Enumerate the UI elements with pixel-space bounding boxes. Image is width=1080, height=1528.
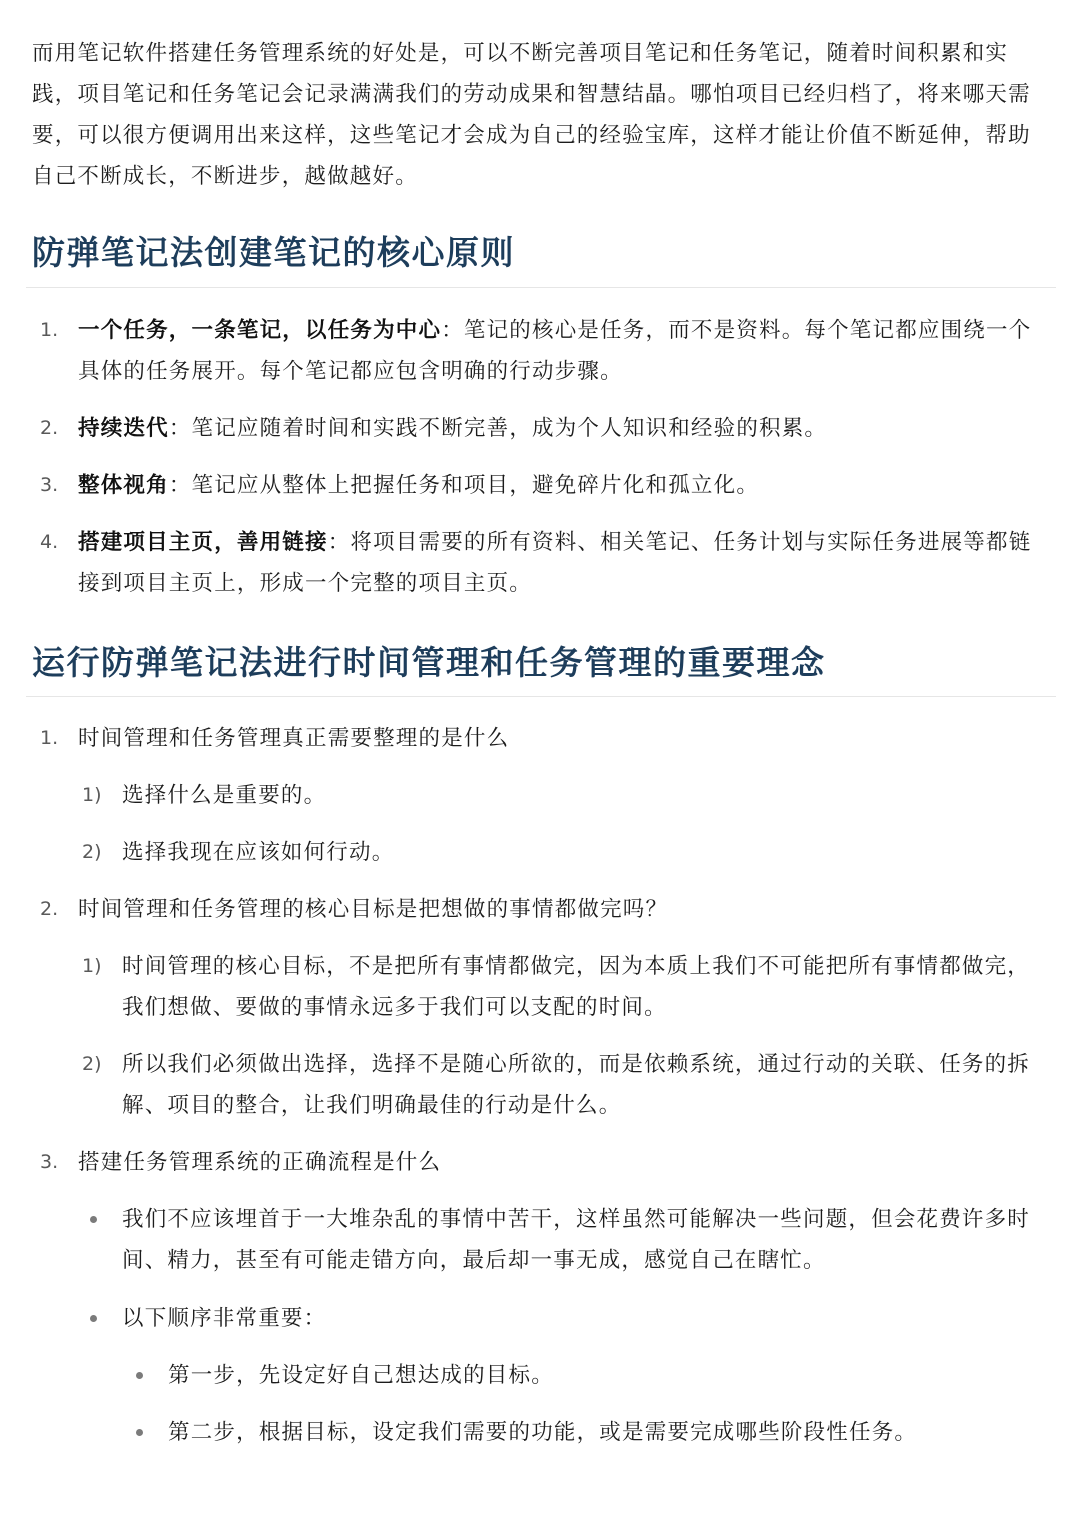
heading-divider — [26, 287, 1056, 288]
bullet-item — [122, 1199, 1040, 1281]
sub-list-text: 选择什么是重要的。 — [122, 783, 327, 808]
section-heading-core-principles: 防弹笔记法创建笔记的核心原则 — [32, 233, 515, 272]
nested-bullet-item — [168, 1412, 1040, 1453]
list-number: 2. — [40, 898, 59, 920]
bullet-text: 第一步，先设定好自己想达成的目标。 — [168, 1363, 554, 1388]
list-number: 2. — [40, 417, 59, 439]
nested-bullet-item — [168, 1355, 1040, 1396]
list-number: 1. — [40, 727, 59, 749]
list-item — [40, 310, 1040, 392]
list-item-title: 搭建项目主页，善用链接 — [78, 530, 328, 555]
list-item-text: ：笔记应从整体上把握任务和项目，避免碎片化和孤立化。 — [168, 473, 760, 498]
sub-list-text: 选择我现在应该如何行动。 — [122, 840, 395, 865]
list-item-text: ：笔记应随着时间和实践不断完善，成为个人知识和经验的积累。 — [168, 416, 828, 441]
bullet-text: 第二步，根据目标，设定我们需要的功能，或是需要完成哪些阶段性任务。 — [168, 1420, 918, 1445]
sub-list-number: 2) — [82, 841, 102, 863]
list-item — [40, 465, 1040, 506]
bullet-text: 我们不应该埋首于一大堆杂乱的事情中苦干，这样虽然可能解决一些问题，但会花费许多时间、精力，甚至有可能走错方向，最后却一事无成，感觉自己在瞎忙。 — [122, 1207, 1031, 1273]
bullet-dot — [136, 1429, 143, 1436]
sub-list-item — [82, 946, 1040, 1028]
list-item-title: 持续迭代 — [78, 416, 169, 441]
sub-list-item — [82, 1044, 1040, 1126]
sub-list-number: 2) — [82, 1053, 102, 1075]
heading-divider — [26, 696, 1056, 697]
list-number: 3. — [40, 474, 59, 496]
list-item — [40, 718, 1040, 759]
list-item — [40, 408, 1040, 449]
list-number: 1. — [40, 319, 59, 341]
bullet-dot — [90, 1315, 97, 1322]
sub-list-number: 1) — [82, 784, 102, 806]
list-item-text: ：笔记的核心是任务，而不是资料。每个笔记都应围绕一个具体的任务展开。每个笔记都应包含明确的行动步骤。 — [78, 318, 1032, 384]
intro-paragraph: 而用笔记软件搭建任务管理系统的好处是，可以不断完善项目笔记和任务笔记，随着时间积累和实践，项目笔记和任务笔记会记录满满我们的劳动成果和智慧结晶。哪怕项目已经归档了，将来哪天需要，可以很方便调用出来这样，这些笔记才会成为自己的经验宝库，这样才能让价值不断延伸，帮助自己不断成长，不断进步，越做越好。 — [32, 41, 1031, 189]
sub-list-number: 1) — [82, 955, 102, 977]
list-item — [40, 522, 1040, 604]
list-item-text: 时间管理和任务管理真正需要整理的是什么 — [78, 726, 510, 751]
list-item — [40, 889, 1040, 930]
sub-list-item — [82, 832, 1040, 873]
list-number: 3. — [40, 1151, 59, 1173]
bullet-dot — [136, 1372, 143, 1379]
sub-list-text: 时间管理的核心目标，不是把所有事情都做完，因为本质上我们不可能把所有事情都做完，我们想做、要做的事情永远多于我们可以支配的时间。 — [122, 954, 1031, 1020]
list-number: 4. — [40, 531, 59, 553]
sub-list-item — [82, 775, 1040, 816]
list-item-text: 搭建任务管理系统的正确流程是什么 — [78, 1150, 442, 1175]
list-item-text: ：将项目需要的所有资料、相关笔记、任务计划与实际任务进展等都链接到项目主页上，形成一个完整的项目主页。 — [78, 530, 1032, 596]
list-item-title: 一个任务，一条笔记，以任务为中心 — [78, 318, 442, 343]
bullet-item — [122, 1298, 1040, 1339]
sub-list-text: 所以我们必须做出选择，选择不是随心所欲的，而是依赖系统，通过行动的关联、任务的拆解、项目的整合，让我们明确最佳的行动是什么。 — [122, 1052, 1031, 1118]
bullet-dot — [90, 1216, 97, 1223]
list-item — [40, 1142, 1040, 1183]
section-heading-key-concepts: 运行防弹笔记法进行时间管理和任务管理的重要理念 — [32, 643, 826, 682]
bullet-text: 以下顺序非常重要： — [122, 1306, 327, 1331]
list-item-text: 时间管理和任务管理的核心目标是把想做的事情都做完吗？ — [78, 897, 669, 922]
list-item-title: 整体视角 — [78, 473, 169, 498]
